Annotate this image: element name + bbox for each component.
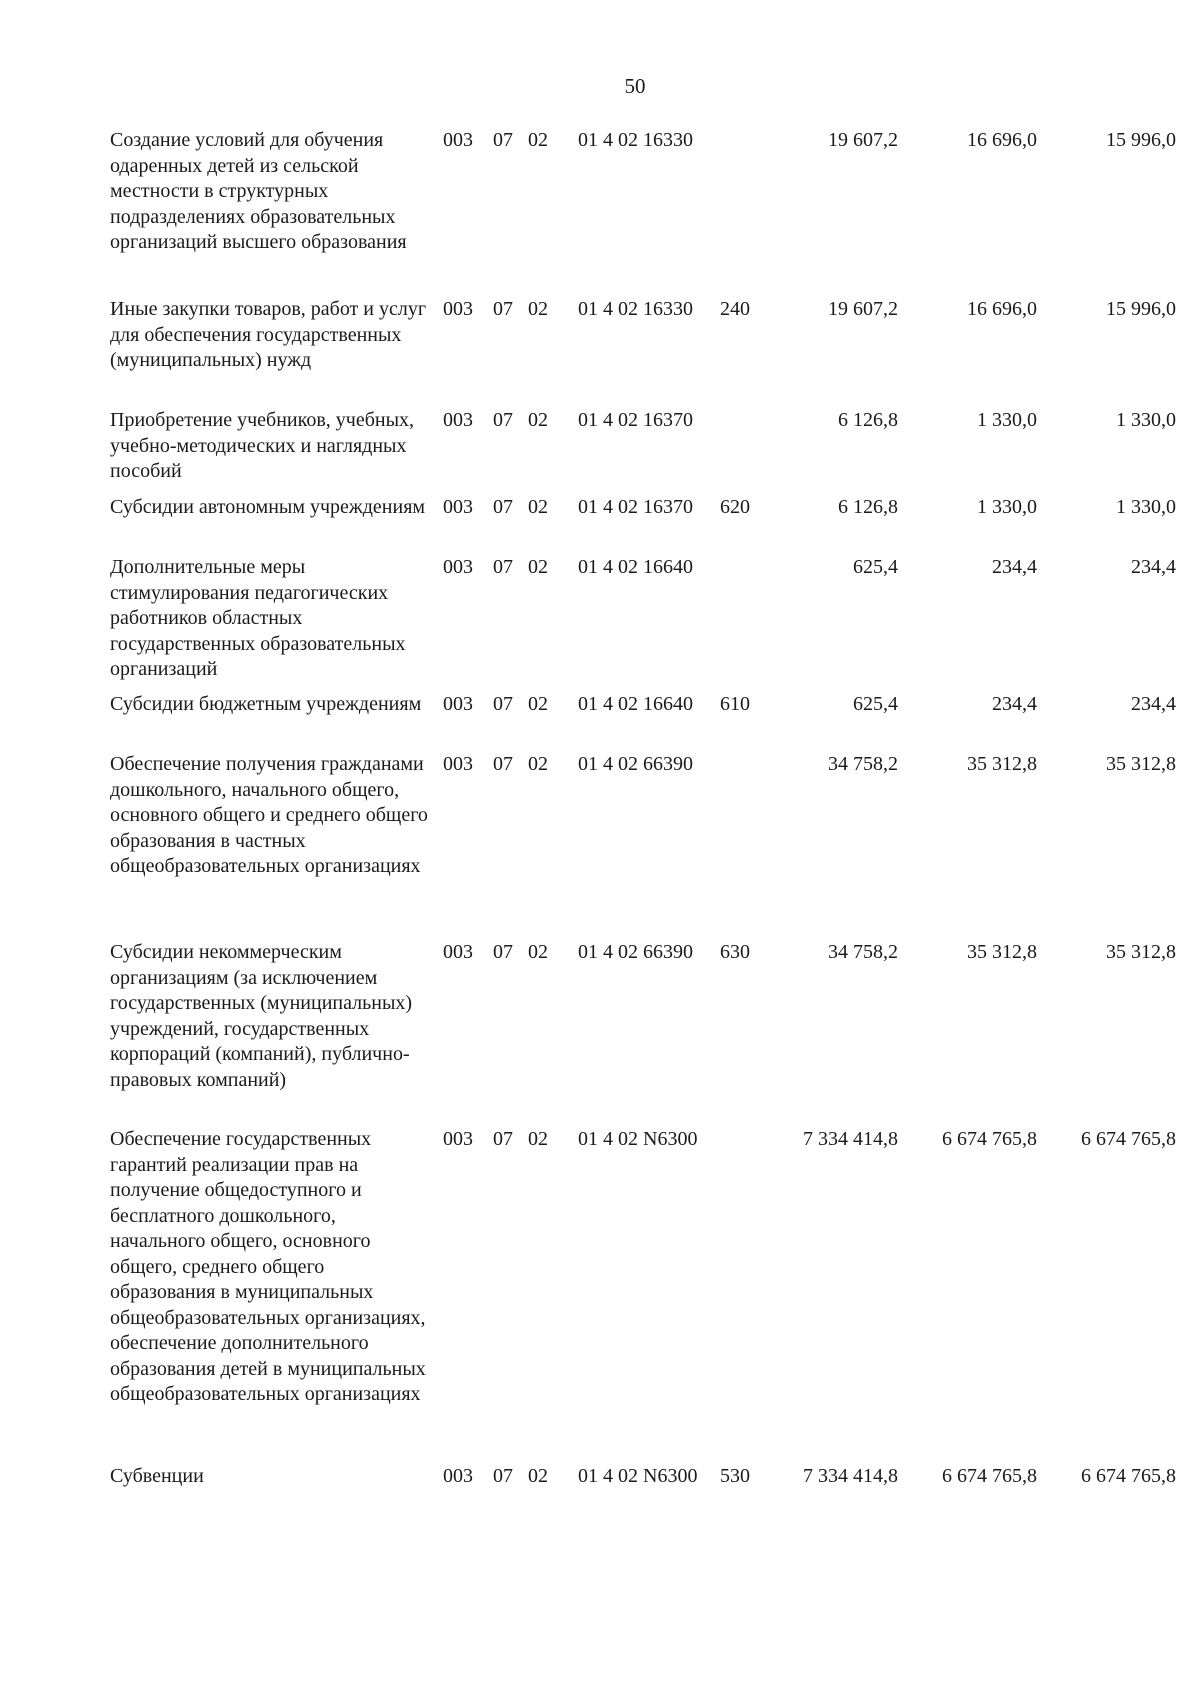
row-amount-3: 15 996,0 xyxy=(1106,298,1176,320)
row-amount-1: 7 334 414,8 xyxy=(803,1465,898,1487)
row-amount-1: 34 758,2 xyxy=(828,753,898,775)
row-csr: 01 4 02 16330 xyxy=(578,129,693,151)
row-amount-2: 234,4 xyxy=(992,693,1037,715)
row-name: Обеспечение государственных гарантий реализации прав на получение общедоступного и бесплатного дошкольного, начального общего, основного общего, среднего общего образования в муниципальных общеобразовательных организациях, обеспечение дополнительного образования детей в муниципальных общеобразовательных организациях xyxy=(110,1128,426,1405)
row-csr: 01 4 02 16640 xyxy=(578,556,693,578)
row-ved: 003 xyxy=(443,129,473,151)
row-csr: 01 4 02 N6300 xyxy=(578,1465,698,1487)
row-amount-3: 234,4 xyxy=(1131,556,1176,578)
row-name: Субсидии автономным учреждениям xyxy=(110,496,426,518)
row-ved: 003 xyxy=(443,1465,473,1487)
row-pr: 02 xyxy=(528,409,548,431)
row-name: Иные закупки товаров, работ и услуг для обеспечения государственных (муниципальных) нужд xyxy=(110,298,427,371)
row-csr: 01 4 02 16330 xyxy=(578,298,693,320)
row-amount-1: 7 334 414,8 xyxy=(803,1128,898,1150)
row-pr: 02 xyxy=(528,941,548,963)
row-vr: 530 xyxy=(720,1465,750,1487)
row-amount-3: 35 312,8 xyxy=(1106,941,1176,963)
row-name: Дополнительные меры стимулирования педагогических работников областных государственных образовательных организаций xyxy=(110,556,406,680)
row-name: Создание условий для обучения одаренных детей из сельской местности в структурных подразделениях образовательных организаций высшего образования xyxy=(110,129,407,253)
row-name: Субсидии некоммерческим организациям (за исключением государственных (муниципальных) учреждений, государственных корпораций (компаний), публично-правовых компаний) xyxy=(110,941,413,1091)
row-rz: 07 xyxy=(493,129,513,151)
row-amount-3: 6 674 765,8 xyxy=(1081,1465,1176,1487)
page-number: 50 xyxy=(624,74,646,98)
row-rz: 07 xyxy=(493,298,513,320)
row-ved: 003 xyxy=(443,556,473,578)
row-amount-2: 6 674 765,8 xyxy=(942,1465,1037,1487)
row-rz: 07 xyxy=(493,1465,513,1487)
row-pr: 02 xyxy=(528,1128,548,1150)
row-ved: 003 xyxy=(443,496,473,518)
row-vr: 620 xyxy=(720,496,750,518)
row-pr: 02 xyxy=(528,496,548,518)
row-vr: 610 xyxy=(720,693,750,715)
row-ved: 003 xyxy=(443,941,473,963)
row-amount-2: 16 696,0 xyxy=(967,129,1037,151)
row-ved: 003 xyxy=(443,1128,473,1150)
row-pr: 02 xyxy=(528,753,548,775)
row-ved: 003 xyxy=(443,693,473,715)
row-name: Обеспечение получения гражданами дошкольного, начального общего, основного общего и среднего общего образования в частных общеобразовательных организациях xyxy=(110,753,428,877)
row-name: Субвенции xyxy=(110,1465,204,1487)
row-amount-3: 15 996,0 xyxy=(1106,129,1176,151)
row-amount-3: 1 330,0 xyxy=(1116,496,1176,518)
row-amount-1: 625,4 xyxy=(853,556,898,578)
row-amount-2: 234,4 xyxy=(992,556,1037,578)
row-name: Субсидии бюджетным учреждениям xyxy=(110,693,422,715)
row-name: Приобретение учебников, учебных, учебно-методических и наглядных пособий xyxy=(110,409,415,482)
row-csr: 01 4 02 16370 xyxy=(578,496,693,518)
row-amount-1: 34 758,2 xyxy=(828,941,898,963)
row-rz: 07 xyxy=(493,1128,513,1150)
row-rz: 07 xyxy=(493,556,513,578)
row-amount-1: 19 607,2 xyxy=(828,129,898,151)
row-amount-2: 6 674 765,8 xyxy=(942,1128,1037,1150)
row-rz: 07 xyxy=(493,496,513,518)
row-amount-3: 1 330,0 xyxy=(1116,409,1176,431)
row-pr: 02 xyxy=(528,693,548,715)
row-rz: 07 xyxy=(493,409,513,431)
row-amount-2: 16 696,0 xyxy=(967,298,1037,320)
row-pr: 02 xyxy=(528,298,548,320)
row-ved: 003 xyxy=(443,409,473,431)
row-csr: 01 4 02 66390 xyxy=(578,753,693,775)
row-amount-3: 35 312,8 xyxy=(1106,753,1176,775)
row-rz: 07 xyxy=(493,753,513,775)
row-amount-2: 1 330,0 xyxy=(977,409,1037,431)
row-csr: 01 4 02 66390 xyxy=(578,941,693,963)
row-csr: 01 4 02 16370 xyxy=(578,409,693,431)
row-rz: 07 xyxy=(493,941,513,963)
row-csr: 01 4 02 N6300 xyxy=(578,1128,698,1150)
row-amount-2: 1 330,0 xyxy=(977,496,1037,518)
row-vr: 240 xyxy=(720,298,750,320)
row-amount-1: 625,4 xyxy=(853,693,898,715)
row-pr: 02 xyxy=(528,129,548,151)
row-ved: 003 xyxy=(443,298,473,320)
row-amount-3: 6 674 765,8 xyxy=(1081,1128,1176,1150)
row-amount-1: 19 607,2 xyxy=(828,298,898,320)
row-pr: 02 xyxy=(528,556,548,578)
row-vr: 630 xyxy=(720,941,750,963)
row-amount-1: 6 126,8 xyxy=(838,409,898,431)
row-csr: 01 4 02 16640 xyxy=(578,693,693,715)
row-ved: 003 xyxy=(443,753,473,775)
row-amount-2: 35 312,8 xyxy=(967,941,1037,963)
row-amount-3: 234,4 xyxy=(1131,693,1176,715)
row-pr: 02 xyxy=(528,1465,548,1487)
row-amount-1: 6 126,8 xyxy=(838,496,898,518)
row-amount-2: 35 312,8 xyxy=(967,753,1037,775)
row-rz: 07 xyxy=(493,693,513,715)
